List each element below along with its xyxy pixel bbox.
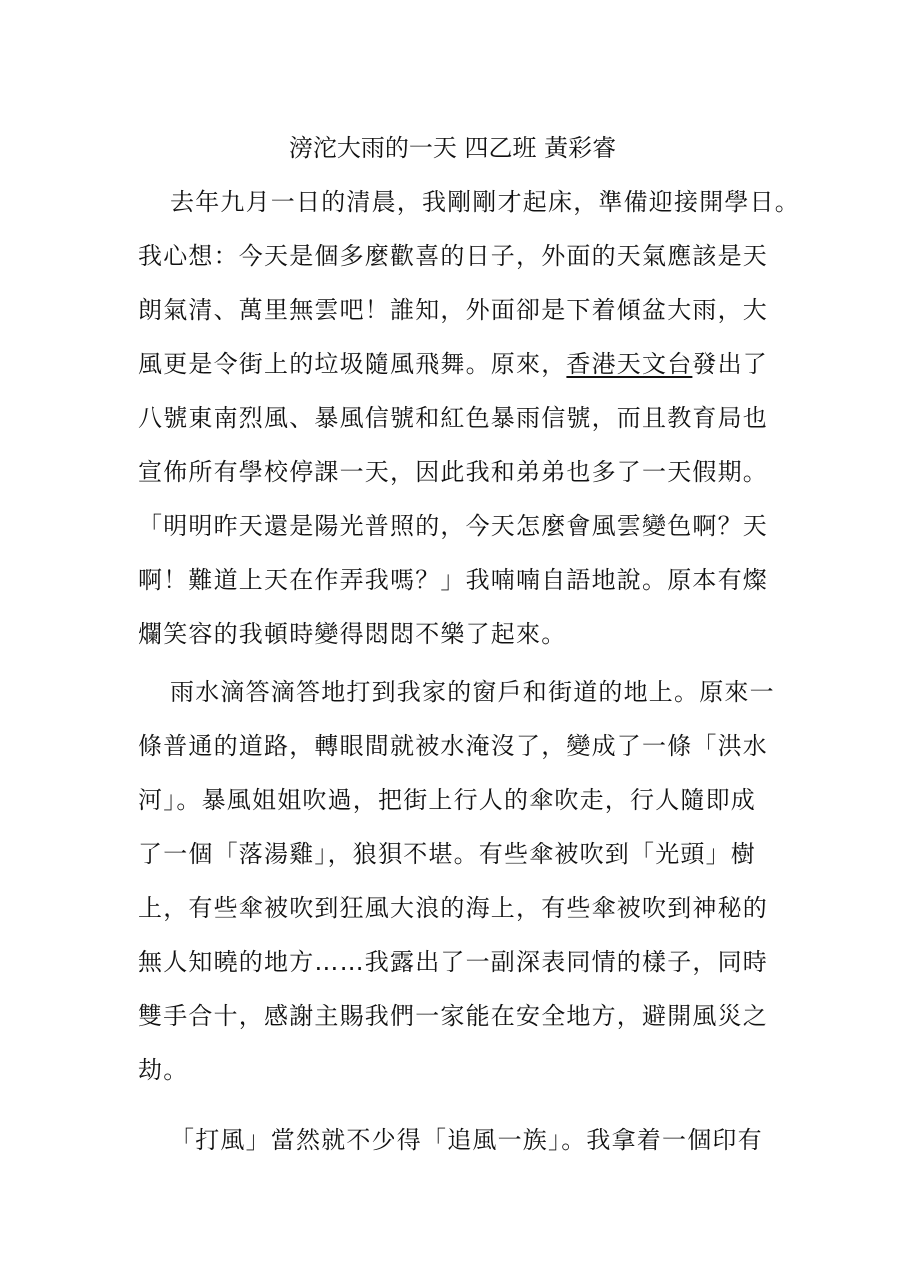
paragraph-1-line-6: 宣佈所有學校停課一天，因此我和弟弟也多了一天假期。 bbox=[138, 458, 768, 486]
paragraph-1-line-1: 去年九月一日的清晨，我剛剛才起床，準備迎接開學日。 bbox=[170, 188, 800, 216]
paragraph-1-line-8: 啊！難道上天在作弄我嗎？」我喃喃自語地說。原本有燦 bbox=[138, 566, 768, 594]
paragraph-2-line-8: 劫。 bbox=[138, 1056, 189, 1084]
paragraph-3-line-1: 「打風」當然就不少得「追風一族」。我拿着一個印有 bbox=[170, 1126, 763, 1154]
paragraph-1-line-2: 我心想：今天是個多麼歡喜的日子，外面的天氣應該是天 bbox=[138, 242, 768, 270]
paragraph-1-line-7: 「明明昨天還是陽光普照的，今天怎麼會風雲變色啊？天 bbox=[138, 512, 768, 540]
line-4-text-after: 發出了 bbox=[692, 350, 769, 378]
paragraph-1-line-9: 爛笑容的我頓時變得悶悶不樂了起來。 bbox=[138, 620, 567, 648]
line-4-text-before: 風更是令街上的垃圾隨風飛舞。原來， bbox=[138, 350, 567, 378]
paragraph-2-line-1: 雨水滴答滴答地打到我家的窗戶和街道的地上。原來一 bbox=[170, 678, 775, 706]
paragraph-2-line-4: 了一個「落湯雞」，狼狽不堪。有些傘被吹到「光頭」樹 bbox=[138, 840, 756, 868]
hong-kong-observatory-underlined: 香港天文台 bbox=[566, 350, 693, 378]
essay-title: 滂沱大雨的一天 四乙班 黃彩睿 bbox=[288, 134, 617, 162]
paragraph-2-line-5: 上，有些傘被吹到狂風大浪的海上，有些傘被吹到神秘的 bbox=[138, 894, 768, 922]
paragraph-2-line-7: 雙手合十，感謝主賜我們一家能在安全地方，避開風災之 bbox=[138, 1002, 768, 1030]
paragraph-2-line-6: 無人知曉的地方……我露出了一副深表同情的樣子，同時 bbox=[138, 948, 768, 976]
paragraph-2-line-3: 河」。暴風姐姐吹過，把街上行人的傘吹走，行人隨即成 bbox=[138, 786, 756, 814]
paragraph-1-line-4 bbox=[138, 344, 768, 384]
paragraph-1-line-3: 朗氣清、萬里無雲吧！誰知，外面卻是下着傾盆大雨，大 bbox=[138, 296, 768, 324]
paragraph-2-line-2: 條普通的道路，轉眼間就被水淹沒了，變成了一條「洪水 bbox=[138, 732, 768, 760]
paragraph-1-line-5: 八號東南烈風、暴風信號和紅色暴雨信號，而且教育局也 bbox=[138, 404, 768, 432]
